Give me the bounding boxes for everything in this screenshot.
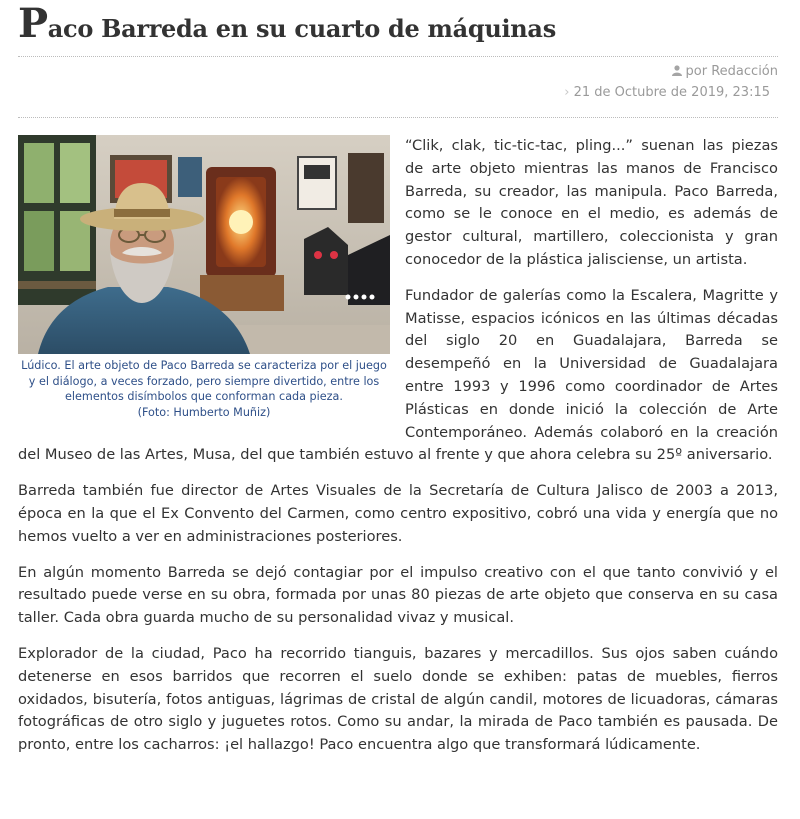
paragraph-5: Explorador de la ciudad, Paco ha recorrido tianguis, bazares y mercadillos. Sus ojos saben cuándo detenerse en esos barridos que recorren el suelo donde se exhiben: patas de muebles, fierros oxidados, bisutería, fotos antiguas, lágrimas de cristal de algún candil, motores de licuadoras, cámaras fotográficas de otro siglo y juguetes rotos. Como su andar, la mirada de Paco también es pausada. De pronto, entre los cacharros: ¡el hallazgo! Paco encuentra algo que transformará lúdicamente. xyxy=(18,644,778,754)
author-name[interactable]: por Redacción xyxy=(685,64,778,79)
article-page xyxy=(18,0,778,757)
article-photo-figure xyxy=(18,135,390,421)
paragraph-1: “Clik, clak, tic-tic-tac, pling...” suenan las piezas de arte objeto mientras las manos de Francisco Barreda, su creador, las manipula. Paco Barreda, como se le conoce en el medio, es además de gestor cultural, martillero, coleccionista y gran conocedor de la plástica jalisciense, un artista. xyxy=(405,137,778,268)
paragraph-2: Fundador de galerías como la Escalera, Magritte y Matisse, espacios icónicos en las últimas décadas del siglo 20 en Guadalajara, Barreda se desempeñó en la Universidad de Guadalajara entre 1993 y 1996 como coordinador de Artes Plásticas en donde inició la colección de Arte Contemporáneo. Además colaboró en la creación del Museo de las Artes, Musa, del que también estuvo al frente y que ahora celebra su 25º aniversario. xyxy=(18,286,778,464)
article-body xyxy=(18,118,778,757)
paragraph-4: En algún momento Barreda se dejó contagiar por el impulso creativo con el que tanto convivió y el resultado puede verse en su obra, formada por unas 80 piezas de arte objeto que conserva en su casa taller. Cada obra guarda mucho de su personalidad vivaz y musical. xyxy=(18,563,778,627)
article-photo[interactable] xyxy=(18,135,390,354)
article-meta xyxy=(18,57,778,117)
photo-caption xyxy=(18,358,390,421)
article-title xyxy=(18,0,778,56)
date-separator: › xyxy=(564,85,574,100)
author-line xyxy=(18,61,778,82)
photo-credit: (Foto: Humberto Muñiz) xyxy=(137,406,271,420)
user-icon xyxy=(672,65,682,76)
paragraph-3: Barreda también fue director de Artes Visuales de la Secretaría de Cultura Jalisco de 2003 a 2013, época en la que el Ex Convento del Carmen, como centro expositivo, cobró una vida y energía que no hemos vuelto a ver en administraciones posteriores. xyxy=(18,482,778,545)
article-photo-image xyxy=(18,135,390,354)
publish-date: 21 de Octubre de 2019, 23:15 xyxy=(573,85,770,100)
date-line xyxy=(18,82,778,103)
title-text: aco Barreda en su cuarto de máquinas xyxy=(47,14,556,43)
title-initial: P xyxy=(18,0,48,47)
caption-text: Lúdico. El arte objeto de Paco Barreda se caracteriza por el juego y el diálogo, a veces forzado, pero siempre divertido, entre los elementos disímbolos que conforman cada pieza. xyxy=(21,359,387,404)
